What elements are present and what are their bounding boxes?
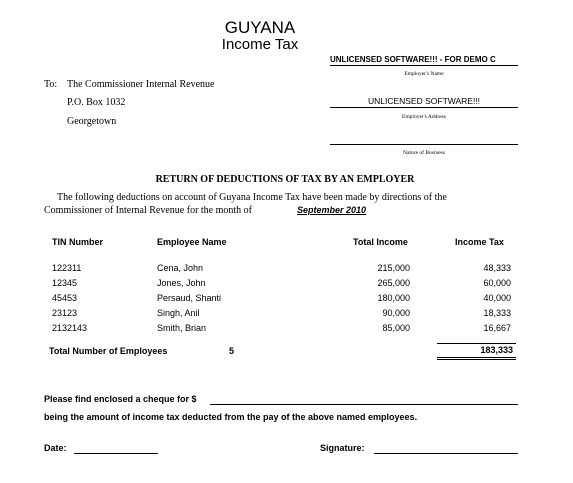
tin-cell: 2132143 (52, 323, 88, 333)
name-cell: Smith, Brian (157, 323, 207, 333)
tin-cell: 23123 (52, 308, 78, 318)
name-cell: Persaud, Shanti (157, 293, 222, 303)
name-cell: Jones, John (157, 278, 206, 288)
tin-cell: 122311 (52, 263, 82, 273)
tax-cell: 18,333 (483, 308, 511, 318)
tax-cell: 16,667 (483, 323, 511, 333)
cheque-label: Please find enclosed a cheque for $ (44, 394, 197, 404)
tax-cell: 60,000 (483, 278, 511, 288)
total-rule-bottom-double (437, 359, 516, 360)
employer-address-line (330, 107, 518, 108)
total-employees-label: Total Number of Employees (49, 346, 168, 356)
income-cell: 90,000 (382, 308, 410, 318)
employer-address-label: Employer's Address (402, 114, 446, 120)
date-label: Date: (44, 443, 67, 453)
tax-cell: 40,000 (483, 293, 511, 303)
business-line (330, 144, 518, 145)
income-cell: 265,000 (377, 278, 410, 288)
total-rule-bottom (437, 357, 516, 358)
tin-cell: 45453 (52, 293, 78, 303)
signature-label: Signature: (320, 443, 365, 453)
form-title: Income Tax (221, 36, 299, 53)
name-cell: Cena, John (157, 263, 204, 273)
column-header-income: Total Income (353, 237, 408, 247)
recipient-line-3: Georgetown (67, 116, 117, 127)
return-month: September 2010 (297, 205, 367, 215)
amount-statement: being the amount of income tax deducted from the pay of the above named employees. (44, 412, 418, 422)
signature-field[interactable] (374, 453, 518, 454)
name-cell: Singh, Anil (157, 308, 200, 318)
business-label: Nature of Business (403, 150, 445, 156)
total-employees-count: 5 (229, 346, 235, 356)
column-header-tax: Income Tax (455, 237, 504, 247)
income-cell: 85,000 (382, 323, 410, 333)
to-label: To: (44, 79, 58, 90)
tax-cell: 48,333 (483, 263, 511, 273)
income-cell: 180,000 (377, 293, 410, 303)
column-header-tin: TIN Number (52, 237, 104, 247)
recipient-line-1: The Commissioner Internal Revenue (67, 79, 215, 90)
return-heading: RETURN OF DEDUCTIONS OF TAX BY AN EMPLOYER (155, 174, 415, 185)
column-header-name: Employee Name (157, 237, 227, 247)
employer-name-line (330, 65, 518, 66)
income-cell: 215,000 (377, 263, 410, 273)
recipient-line-2: P.O. Box 1032 (67, 97, 126, 108)
country-title: GUYANA (224, 18, 296, 37)
employer-name-label: Employer's Name (404, 71, 444, 77)
total-rule-top (437, 343, 516, 344)
intro-line-2: Commissioner of Internal Revenue for the month of (44, 205, 253, 216)
date-field[interactable] (74, 453, 158, 454)
employer-name-value: UNLICENSED SOFTWARE!!! - FOR DEMO C (330, 55, 496, 64)
employer-address-value: UNLICENSED SOFTWARE!!! (367, 96, 481, 106)
cheque-amount-field[interactable] (210, 404, 518, 405)
intro-line-1: The following deductions on account of Guyana Income Tax have been made by directions of the (57, 192, 447, 203)
tin-cell: 12345 (52, 278, 78, 288)
total-tax-value: 183,333 (480, 345, 513, 355)
